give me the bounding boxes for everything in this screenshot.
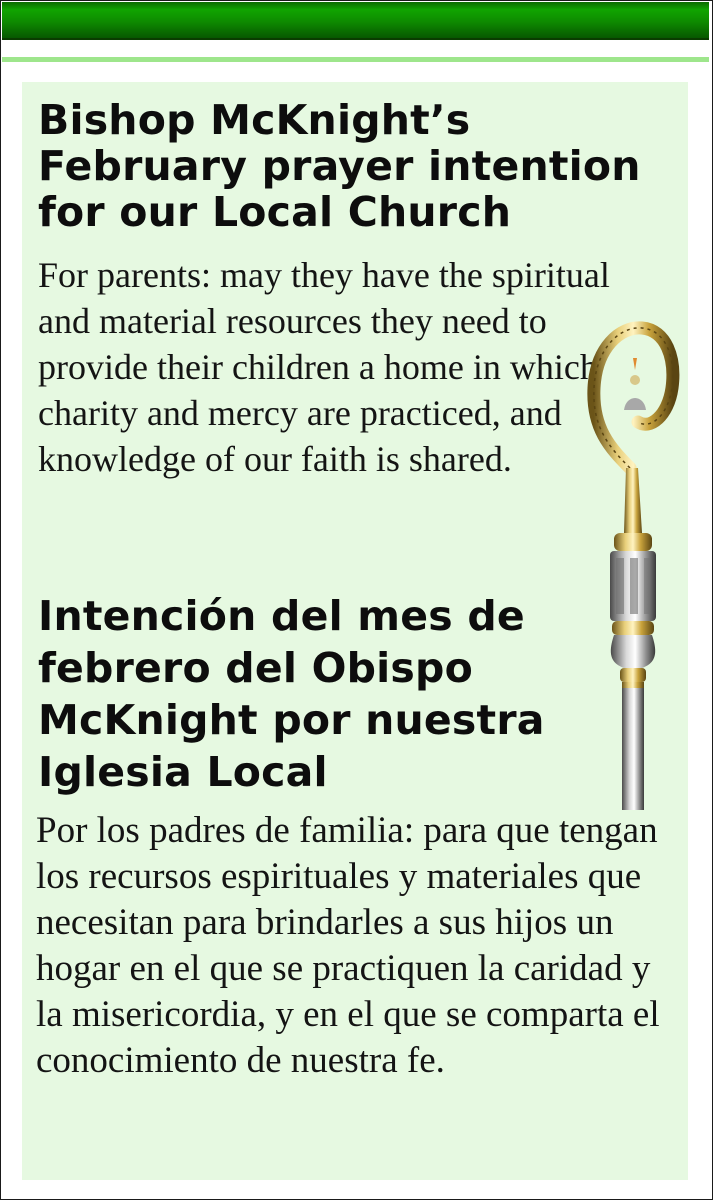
- spanish-heading: Intención del mes de febrero del Obispo McKnight por nuestra Iglesia Local: [38, 592, 545, 796]
- crozier-image: [580, 318, 680, 813]
- english-heading: Bishop McKnight’s February prayer intention for our Local Church: [38, 96, 641, 236]
- spanish-intention-text: Por los padres de familia: para que tengan los recursos espirituales y materiales que necesitan para brindarles a sus hijos un hogar en el que se practiquen la caridad y la misericordia, y en el que se comparta el conocimiento de nuestra fe.: [36, 810, 660, 1081]
- header-bar: [2, 2, 709, 38]
- english-intention-text: For parents: may they have the spiritual and material resources they need to provide their children a home in which charity and mercy are practiced, and knowledge of our faith is shared.: [38, 255, 610, 479]
- accent-divider: [2, 57, 709, 62]
